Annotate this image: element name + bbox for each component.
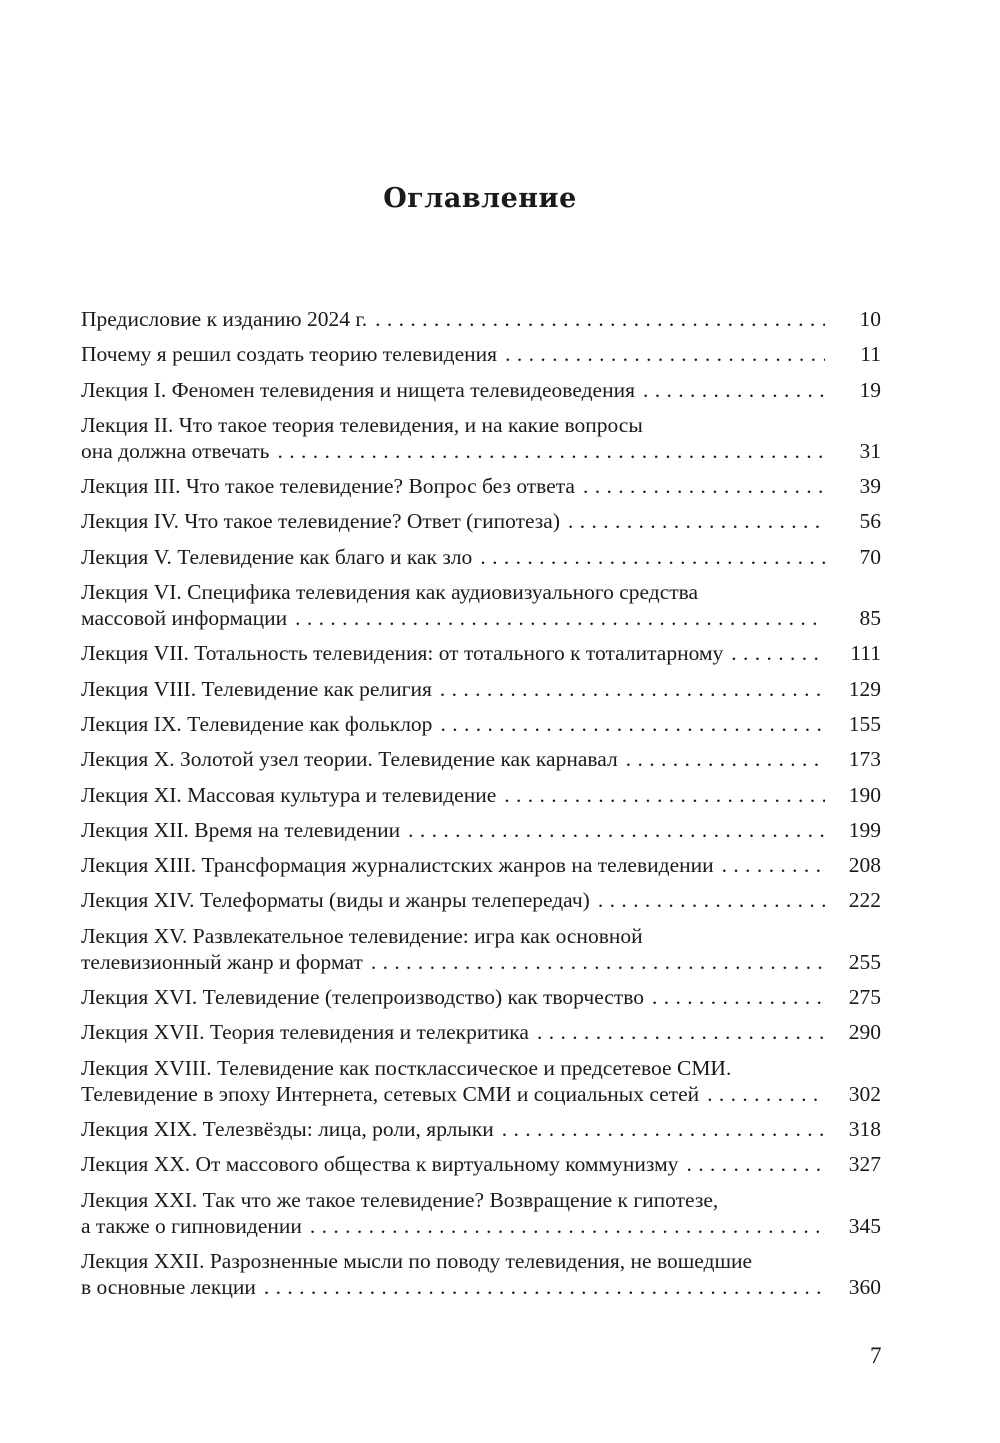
toc-entry-page: 70 [859, 544, 881, 569]
toc-entry[interactable] [81, 887, 881, 913]
toc-entry-page: 275 [848, 985, 881, 1010]
dot-leader [568, 508, 825, 534]
toc-entry[interactable] [81, 676, 881, 702]
toc-entry-page: 345 [848, 1213, 881, 1238]
dot-leader [440, 676, 825, 702]
toc-entry[interactable] [81, 923, 881, 975]
toc-entry-title: телевизионный жанр и формат [81, 949, 363, 974]
toc-entry-row [81, 984, 881, 1010]
dot-leader [295, 605, 825, 631]
toc-entry-title: Лекция IX. Телевидение как фольклор [81, 711, 433, 736]
toc-entry-row [81, 508, 881, 534]
toc-entry[interactable] [81, 1187, 881, 1239]
toc-entry-page: 302 [848, 1081, 881, 1106]
dot-leader [686, 1151, 825, 1177]
dot-leader [264, 1274, 825, 1300]
toc-entry-page: 111 [850, 641, 881, 666]
toc-entry[interactable] [81, 579, 881, 631]
toc-entry[interactable] [81, 1248, 881, 1300]
toc-entry[interactable] [81, 341, 881, 367]
toc-entry-title: Лекция XIV. Телеформаты (виды и жанры телепередач) [81, 888, 590, 913]
toc-entry-title: Лекция IV. Что такое телевидение? Ответ (гипотеза) [81, 509, 560, 534]
toc-entry-title-line: Лекция XV. Развлекательное телевидение: игра как основной [81, 923, 643, 948]
toc-entry-row [81, 746, 881, 772]
toc-entry[interactable] [81, 984, 881, 1010]
page-number: 7 [870, 1343, 882, 1368]
toc-entry-page: 190 [848, 782, 881, 807]
dot-leader [731, 640, 825, 666]
toc-entry-title: она должна отвечать [81, 438, 270, 463]
toc-entry-row [81, 377, 881, 403]
toc-entry[interactable] [81, 508, 881, 534]
toc-entry-page: 327 [848, 1152, 881, 1177]
toc-entry-page: 11 [860, 342, 881, 367]
toc-entry-page: 39 [859, 474, 881, 499]
page-title: Оглавление [383, 183, 577, 214]
toc-entry-title-line: Лекция II. Что такое теория телевидения, и на какие вопросы [81, 412, 643, 437]
dot-leader [652, 984, 825, 1010]
toc-entry-title: в основные лекции [81, 1274, 256, 1299]
toc-entry-page: 19 [859, 377, 881, 402]
toc-entry-title: Лекция XVI. Телевидение (телепроизводство) как творчество [81, 985, 644, 1010]
toc-entry-page: 208 [848, 853, 881, 878]
toc-entry-row [81, 605, 881, 631]
toc-entry-row [81, 473, 881, 499]
toc-entry[interactable] [81, 544, 881, 570]
toc-entry-row [81, 1081, 881, 1107]
toc-entry-page: 318 [848, 1116, 881, 1141]
toc-entry-title: Лекция XI. Массовая культура и телевидение [81, 782, 497, 807]
toc-entry-title: массовой информации [81, 606, 288, 631]
toc-entry[interactable] [81, 782, 881, 808]
toc-entry-title: Лекция XII. Время на телевидении [81, 817, 401, 842]
toc-entry[interactable] [81, 711, 881, 737]
dot-leader [371, 949, 825, 975]
dot-leader [504, 782, 825, 808]
toc-entry-row [81, 1116, 881, 1142]
toc-entry-row [81, 782, 881, 808]
toc-entry[interactable] [81, 1019, 881, 1045]
dot-leader [408, 817, 825, 843]
dot-leader [583, 473, 825, 499]
toc-entry-row [81, 306, 881, 332]
toc-entry-page: 129 [848, 676, 881, 701]
toc-entry[interactable] [81, 377, 881, 403]
toc-entry-title: Лекция XVII. Теория телевидения и телекритика [81, 1020, 529, 1045]
toc-entry[interactable] [81, 473, 881, 499]
dot-leader [707, 1081, 825, 1107]
toc-entry-row [81, 544, 881, 570]
toc-entry-row [81, 711, 881, 737]
toc-entry-title: Лекция VII. Тотальность телевидения: от тотального к тоталитарному [81, 641, 724, 666]
toc-entry-page: 360 [848, 1274, 881, 1299]
toc-entry-title: Почему я решил создать теорию телевидения [81, 342, 498, 367]
toc-entry[interactable] [81, 746, 881, 772]
toc-entry[interactable] [81, 412, 881, 464]
toc-entry-title-line: Лекция XXII. Разрозненные мысли по поводу телевидения, не вошедшие [81, 1248, 753, 1273]
toc-entry-title-line: Лекция XXI. Так что же такое телевидение? Возвращение к гипотезе, [81, 1187, 719, 1212]
toc-entry-page: 290 [848, 1020, 881, 1045]
dot-leader [505, 341, 825, 367]
toc-entry-page: 31 [859, 438, 881, 463]
dot-leader [626, 746, 825, 772]
toc-entry-row [81, 676, 881, 702]
table-of-contents [81, 306, 881, 1309]
toc-entry-row [81, 1274, 881, 1300]
toc-entry-title: Предисловие к изданию 2024 г. [81, 307, 368, 331]
toc-entry-row [81, 817, 881, 843]
toc-entry[interactable] [81, 1151, 881, 1177]
toc-entry-title: Лекция XIII. Трансформация журналистских жанров на телевидении [81, 853, 714, 878]
dot-leader [502, 1116, 825, 1142]
toc-entry-row [81, 949, 881, 975]
dot-leader [537, 1019, 825, 1045]
toc-entry-row [81, 640, 881, 666]
toc-entry-title-line: Лекция VI. Специфика телевидения как аудиовизуального средства [81, 580, 699, 605]
toc-entry-row [81, 1213, 881, 1239]
toc-entry-page: 222 [848, 888, 881, 913]
toc-entry-page: 155 [848, 711, 881, 736]
toc-entry-title: Лекция VIII. Телевидение как религия [81, 676, 432, 701]
toc-entry-page: 173 [848, 747, 881, 772]
toc-entry-title: Лекция I. Феномен телевидения и нищета телевидеоведения [81, 377, 635, 402]
toc-entry-title: Лекция X. Золотой узел теории. Телевидение как карнавал [81, 747, 618, 772]
toc-entry-row [81, 852, 881, 878]
dot-leader [598, 887, 825, 913]
toc-entry-page: 199 [848, 817, 881, 842]
toc-entry-page: 10 [859, 307, 881, 331]
toc-entry-row [81, 887, 881, 913]
toc-entry-page: 255 [848, 949, 881, 974]
dot-leader [310, 1213, 825, 1239]
toc-entry-title: Лекция III. Что такое телевидение? Вопрос без ответа [81, 474, 575, 499]
toc-entry-title: Лекция V. Телевидение как благо и как зло [81, 544, 473, 569]
toc-entry-row [81, 341, 881, 367]
dot-leader [643, 377, 825, 403]
toc-entry-title: Телевидение в эпоху Интернета, сетевых СМИ и социальных сетей [81, 1081, 700, 1106]
toc-entry[interactable] [81, 306, 881, 332]
toc-entry-page: 85 [859, 606, 881, 631]
toc-entry-title: а также о гипновидении [81, 1213, 302, 1238]
toc-entry-row [81, 1151, 881, 1177]
toc-entry[interactable] [81, 1116, 881, 1142]
toc-entry-title-line: Лекция XVIII. Телевидение как постклассическое и предсетевое СМИ. [81, 1055, 732, 1080]
toc-entry[interactable] [81, 852, 881, 878]
toc-entry-page: 56 [859, 509, 881, 534]
dot-leader [440, 711, 825, 737]
dot-leader [375, 306, 825, 332]
toc-entry-row [81, 1019, 881, 1045]
toc-entry[interactable] [81, 1055, 881, 1107]
toc-entry[interactable] [81, 817, 881, 843]
toc-entry[interactable] [81, 640, 881, 666]
dot-leader [277, 438, 825, 464]
dot-leader [480, 544, 825, 570]
toc-entry-title: Лекция XX. От массового общества к виртуальному коммунизму [81, 1152, 679, 1177]
toc-entry-row [81, 438, 881, 464]
toc-entry-title: Лекция XIX. Телезвёзды: лица, роли, ярлыки [81, 1116, 494, 1141]
dot-leader [722, 852, 825, 878]
